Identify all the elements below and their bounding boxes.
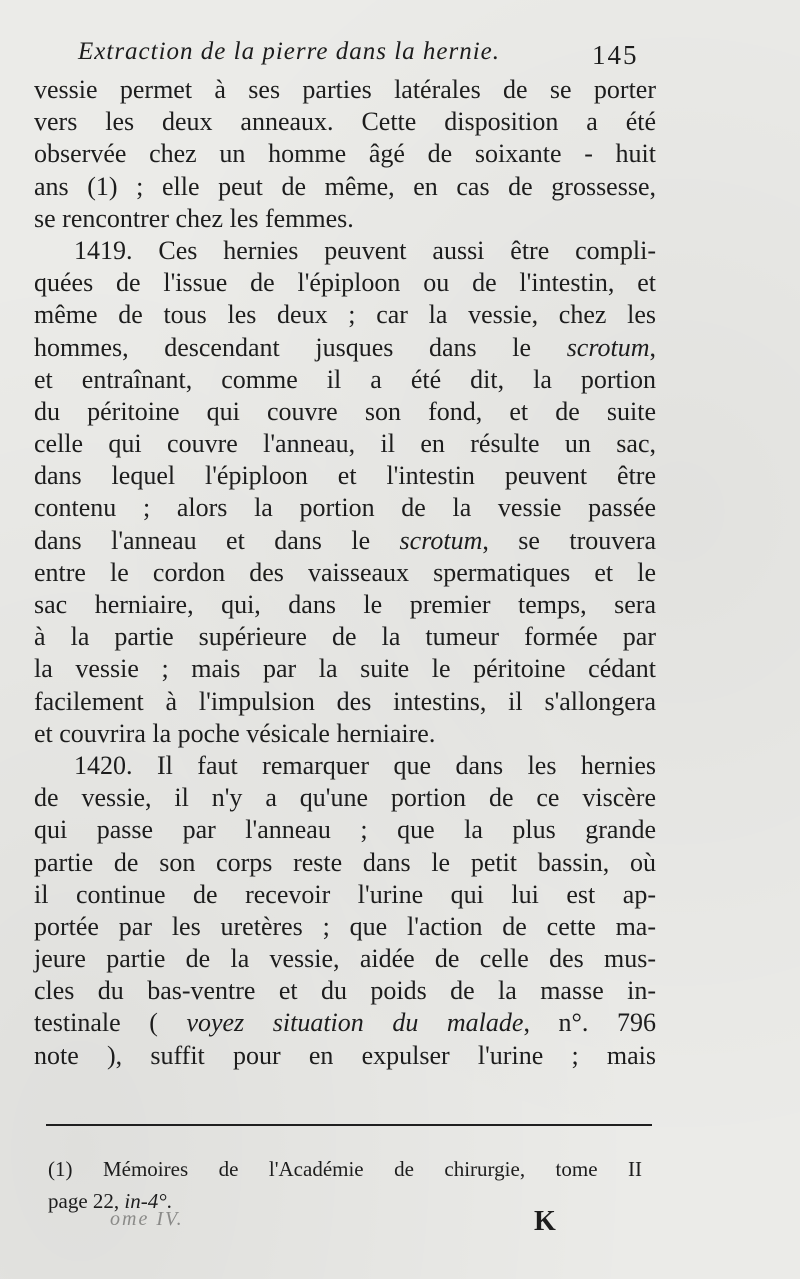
volume-signature: ome IV.: [110, 1208, 184, 1230]
italic-format: in-4°: [124, 1189, 167, 1213]
text-line: sac herniaire, qui, dans le premier temps, sera: [34, 590, 656, 619]
footnote-line: (1) Mémoires de l'Académie de chirurgie, tome II: [48, 1157, 642, 1181]
text-segment: , n°. 796: [523, 1008, 656, 1038]
text-line: du péritoine qui couvre son fond, et de suite: [34, 396, 656, 426]
text-line: [34, 525, 656, 557]
text-line: [34, 332, 656, 364]
text-line: dans lequel l'épiploon et l'intestin peuvent être: [34, 461, 656, 491]
page-number: 145: [592, 40, 639, 70]
text-line: entre le cordon des vaisseaux spermatiques et le: [34, 557, 656, 587]
text-segment: dans l'anneau et dans le: [34, 525, 400, 555]
text-line: portée par les uretères ; que l'action de cette ma-: [34, 911, 656, 941]
text-line: et couvrira la poche vésicale herniaire.: [34, 718, 436, 748]
text-line: et entraînant, comme il a été dit, la portion: [34, 364, 656, 394]
text-line: celle qui couvre l'anneau, il en résulte un sac,: [34, 429, 656, 459]
text-line: [34, 1007, 656, 1039]
italic-term: scrotum: [566, 332, 650, 362]
text-segment: hommes, descendant jusques dans le: [34, 332, 567, 362]
signature-mark: K: [534, 1206, 556, 1237]
paragraph-1419-start: 1419. Ces hernies peuvent aussi être compli-: [74, 235, 656, 265]
paragraph-1420-start: 1420. Il faut remarquer que dans les hernies: [74, 750, 656, 780]
text-segment: page 22,: [48, 1189, 125, 1213]
text-line: facilement à l'impulsion des intestins, il s'allongera: [34, 686, 656, 716]
text-line: observée chez un homme âgé de soixante - huit: [34, 139, 656, 169]
text-line: ans (1) ; elle peut de même, en cas de grossesse,: [34, 171, 656, 201]
text-segment: testinale (: [34, 1008, 187, 1038]
text-line: qui passe par l'anneau ; que la plus grande: [34, 815, 656, 845]
text-segment: , se trouvera: [482, 525, 657, 555]
running-head-title: Extraction de la pierre dans la hernie.: [78, 38, 501, 65]
text-line: quées de l'issue de l'épiploon ou de l'intestin, et: [34, 268, 656, 298]
text-line: cles du bas-ventre et du poids de la masse in-: [34, 976, 656, 1006]
text-line: note ), suffit pour en expulser l'urine ; mais: [34, 1040, 656, 1070]
text-line: la vessie ; mais par la suite le péritoine cédant: [34, 654, 656, 684]
text-line: se rencontrer chez les femmes.: [34, 203, 354, 233]
text-line: vers les deux anneaux. Cette disposition a été: [34, 107, 656, 137]
text-segment: .: [166, 1189, 172, 1213]
footnote-rule: [46, 1124, 652, 1126]
text-line: de vessie, il n'y a qu'une portion de ce viscère: [34, 783, 656, 813]
text-segment: ,: [649, 332, 656, 362]
text-line: jeure partie de la vessie, aidée de celle des mus-: [34, 944, 656, 974]
italic-reference: voyez situation du malade: [186, 1008, 524, 1038]
italic-term: scrotum: [399, 525, 483, 555]
text-line: même de tous les deux ; car la vessie, chez les: [34, 300, 656, 330]
text-line: il continue de recevoir l'urine qui lui est ap-: [34, 879, 656, 909]
text-line: vessie permet à ses parties latérales de se porter: [34, 75, 656, 104]
body-text: [34, 74, 656, 1072]
text-line: contenu ; alors la portion de la vessie passée: [34, 493, 656, 523]
text-line: à la partie supérieure de la tumeur formée par: [34, 622, 656, 652]
text-line: partie de son corps reste dans le petit bassin, où: [34, 847, 656, 877]
